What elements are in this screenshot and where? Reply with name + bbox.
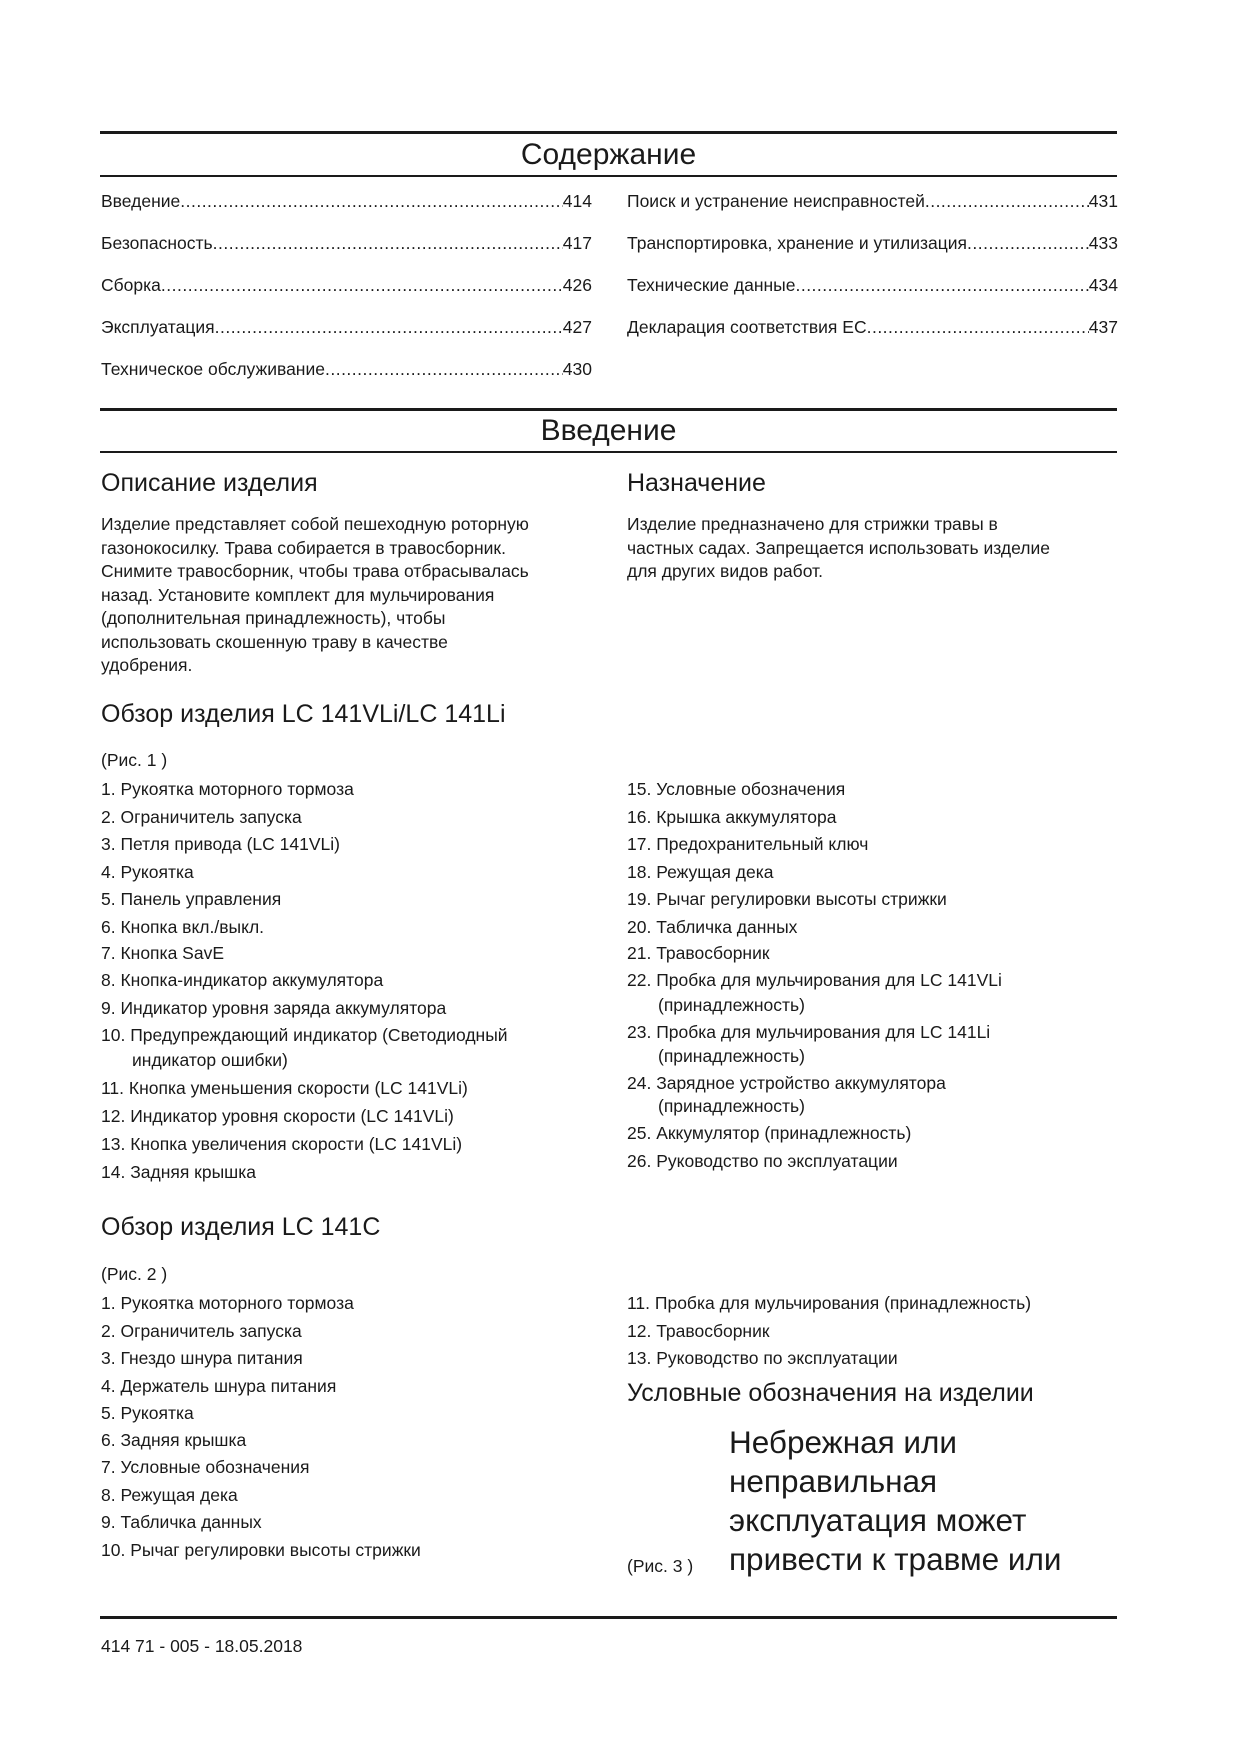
warning-line: Небрежная или (729, 1424, 958, 1460)
toc-leader (325, 359, 563, 380)
list-item: 26. Руководство по эксплуатации (627, 1151, 898, 1171)
text-line: для других видов работ. (627, 561, 823, 581)
list-item: 13. Кнопка увеличения скорости (LC 141VLi) (101, 1134, 463, 1154)
overview1-left-list (101, 779, 508, 1190)
symbols-heading: Условные обозначения на изделии (627, 1379, 1034, 1407)
list-item: 6. Задняя крышка (101, 1430, 247, 1450)
list-item: 4. Рукоятка (101, 862, 194, 882)
list-item: 16. Крышка аккумулятора (627, 807, 837, 827)
text-line: (дополнительная принадлежность), чтобы (101, 608, 446, 628)
list-item-continuation: индикатор ошибки) (132, 1050, 288, 1070)
toc-title: Содержание (520, 138, 697, 171)
toc-leader (967, 233, 1089, 254)
toc-entry-page: 426 (562, 275, 592, 295)
toc-entry-page: 414 (562, 191, 592, 211)
toc-entry-page: 430 (562, 359, 592, 379)
overview1-heading: Обзор изделия LC 141VLi/LC 141Li (101, 700, 506, 728)
toc-right-column (627, 191, 1118, 359)
toc-entry-title: Техническое обслуживание (101, 359, 325, 379)
toc-entry-page: 417 (562, 233, 592, 253)
description-text (101, 513, 529, 678)
overview2-heading: Обзор изделия LC 141C (101, 1213, 381, 1241)
symbols-fig-ref: (Рис. 3 ) (627, 1556, 694, 1576)
toc-leader (795, 275, 1088, 296)
toc-leader (161, 275, 563, 296)
list-item: 6. Кнопка вкл./выкл. (101, 917, 265, 937)
text-line: Изделие представляет собой пешеходную роторную (101, 514, 529, 534)
list-item-continuation: (принадлежность) (658, 1046, 805, 1066)
list-item: 17. Предохранительный ключ (627, 834, 869, 854)
rule-toc-bottom (100, 175, 1117, 177)
list-item-continuation: (принадлежность) (658, 995, 805, 1015)
toc-left-column (101, 191, 592, 401)
toc-entry[interactable] (101, 359, 592, 401)
list-item: 10. Рычаг регулировки высоты стрижки (101, 1540, 421, 1560)
overview1-fig-ref: (Рис. 1 ) (101, 750, 168, 770)
toc-entry-page: 434 (1088, 275, 1118, 295)
list-item: 19. Рычаг регулировки высоты стрижки (627, 889, 947, 909)
list-item: 13. Руководство по эксплуатации (627, 1348, 898, 1368)
list-item: 1. Рукоятка моторного тормоза (101, 779, 354, 799)
list-item: 22. Пробка для мульчирования для LC 141VLi (627, 970, 1002, 990)
list-item: 12. Индикатор уровня скорости (LC 141VLi) (101, 1106, 454, 1126)
text-line: назад. Установите комплект для мульчирования (101, 584, 495, 605)
list-item: 12. Травосборник (627, 1321, 770, 1341)
toc-leader (180, 191, 563, 212)
warning-line: неправильная (729, 1463, 938, 1499)
list-item: 11. Пробка для мульчирования (принадлежность) (627, 1293, 1032, 1313)
list-item: 20. Табличка данных (627, 917, 798, 937)
list-item: 3. Гнездо шнура питания (101, 1348, 303, 1368)
list-item: 9. Табличка данных (101, 1512, 262, 1532)
overview2-fig-ref: (Рис. 2 ) (101, 1264, 168, 1284)
list-item: 15. Условные обозначения (627, 779, 846, 799)
toc-entry[interactable] (627, 191, 1118, 233)
list-item: 3. Петля привода (LC 141VLi) (101, 834, 340, 854)
list-item: 11. Кнопка уменьшения скорости (LC 141VLi) (101, 1078, 468, 1098)
toc-entry[interactable] (627, 275, 1118, 317)
list-item: 2. Ограничитель запуска (101, 1321, 302, 1341)
list-item: 1. Рукоятка моторного тормоза (101, 1293, 354, 1313)
text-line: удобрения. (101, 655, 193, 675)
list-item-continuation: (принадлежность) (658, 1096, 805, 1116)
list-item: 8. Кнопка-индикатор аккумулятора (101, 970, 384, 990)
footer-doc-number: 414 71 - 005 - 18.05.2018 (101, 1636, 303, 1656)
overview2-right-list (627, 1293, 1031, 1376)
list-item: 8. Режущая дека (101, 1485, 238, 1505)
text-line: Изделие предназначено для стрижки травы в (627, 514, 998, 534)
list-item: 14. Задняя крышка (101, 1162, 256, 1182)
text-line: использовать скошенную траву в качестве (101, 631, 448, 652)
toc-entry-title: Введение (101, 191, 181, 211)
toc-entry[interactable] (101, 233, 592, 275)
list-item: 21. Травосборник (627, 943, 770, 963)
toc-entry-page: 433 (1088, 233, 1118, 253)
toc-entry[interactable] (101, 317, 592, 359)
toc-entry-title: Эксплуатация (101, 317, 215, 337)
toc-entry-title: Декларация соответствия ЕС (627, 317, 867, 337)
warning-line: привести к травме или (729, 1541, 1062, 1577)
list-item: 2. Ограничитель запуска (101, 807, 302, 827)
rule-intro-bottom (100, 451, 1117, 453)
list-item: 25. Аккумулятор (принадлежность) (627, 1123, 912, 1143)
intro-title: Введение (540, 414, 677, 447)
list-item: 7. Кнопка SavE (101, 943, 224, 963)
list-item: 5. Рукоятка (101, 1403, 194, 1423)
warning-line: эксплуатация может (729, 1502, 1027, 1538)
list-item: 9. Индикатор уровня заряда аккумулятора (101, 998, 447, 1018)
rule-footer (100, 1616, 1117, 1619)
list-item: 24. Зарядное устройство аккумулятора (627, 1073, 946, 1093)
description-heading: Описание изделия (101, 469, 318, 497)
toc-entry-page: 437 (1088, 317, 1118, 337)
overview2-left-list (101, 1293, 421, 1568)
text-line: газонокосилку. Трава собирается в травосборник. (101, 537, 506, 558)
text-line: Снимите травосборник, чтобы трава отбрасывалась (101, 561, 529, 581)
purpose-text (627, 513, 1050, 584)
toc-entry[interactable] (627, 233, 1118, 275)
toc-entry[interactable] (627, 317, 1118, 359)
toc-entry-page: 427 (562, 317, 592, 337)
list-item: 18. Режущая дека (627, 862, 774, 882)
overview1-right-list (627, 779, 1002, 1179)
list-item: 7. Условные обозначения (101, 1457, 310, 1477)
toc-entry-title: Безопасность (101, 233, 213, 253)
toc-entry-title: Транспортировка, хранение и утилизация (627, 233, 968, 253)
rule-top (100, 131, 1117, 134)
toc-entry-title: Технические данные (627, 275, 796, 295)
list-item: 23. Пробка для мульчирования для LC 141Li (627, 1022, 991, 1042)
list-item: 4. Держатель шнура питания (101, 1376, 337, 1396)
list-item: 10. Предупреждающий индикатор (Светодиодный (101, 1025, 508, 1045)
rule-intro-top (100, 408, 1117, 411)
toc-leader (215, 317, 563, 338)
purpose-heading: Назначение (627, 469, 766, 497)
toc-entry[interactable] (101, 275, 592, 317)
toc-entry-title: Сборка (101, 275, 161, 295)
toc-leader (867, 317, 1089, 338)
list-item: 5. Панель управления (101, 889, 282, 909)
toc-leader (213, 233, 563, 254)
text-line: частных садах. Запрещается использовать изделие (627, 537, 1050, 558)
toc-entry[interactable] (101, 191, 592, 233)
symbols-warning-text (729, 1423, 1061, 1579)
toc-leader (925, 191, 1089, 212)
toc-entry-page: 431 (1088, 191, 1118, 211)
toc-entry-title: Поиск и устранение неисправностей (627, 191, 925, 211)
